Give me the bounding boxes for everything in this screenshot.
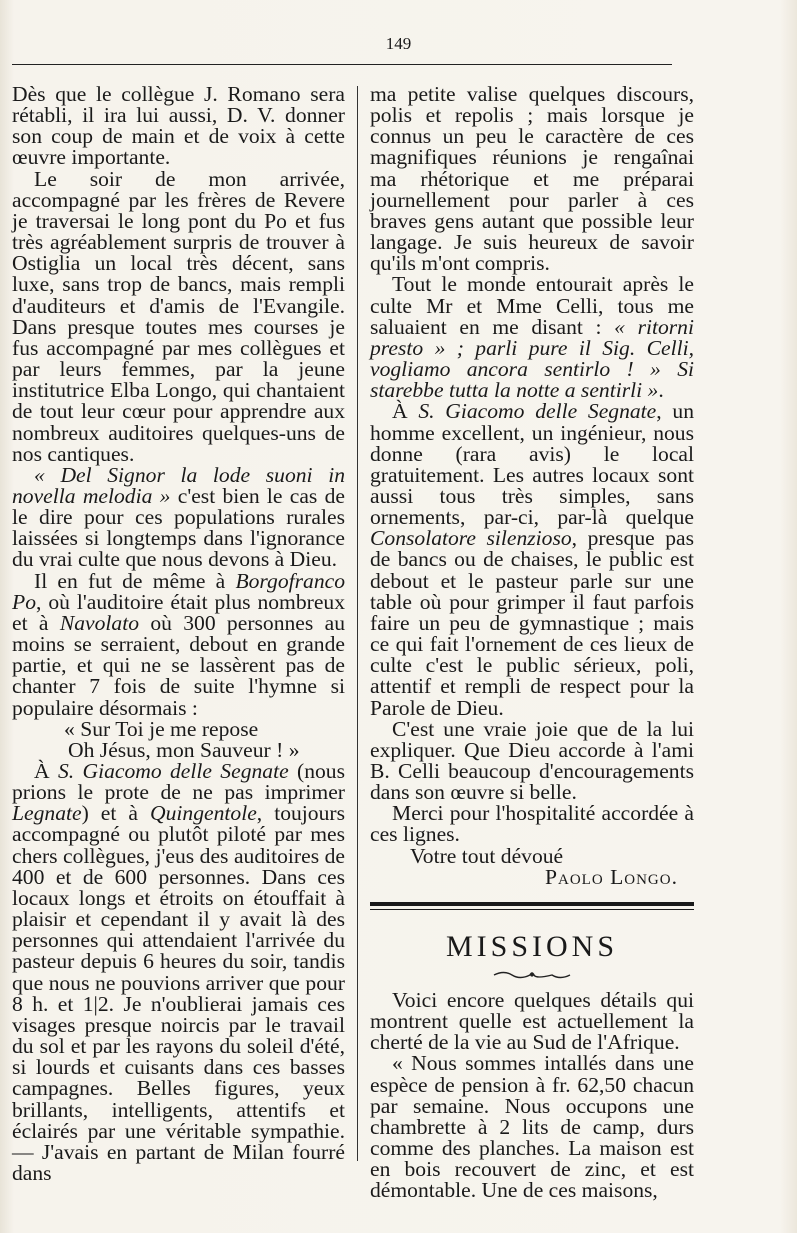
hymn-quote: « Del Signor la lode suoni in novella melodia »	[12, 462, 345, 508]
paragraph: À S. Giacomo delle Segnate (nous prions le prote de ne pas imprimer Legnate) et à Quingentole, toujours accompagné ou plutôt piloté par mes chers collègues, j'eus des auditoires de 400 et de 600 personnes. Dans ces locaux longs et étroits on étouffait à plaisir et cependant il y avait là des personnes qui attendaient l'arrivée du pasteur depuis 6 heures du soir, tandis que nous ne pouvions arriver que pour 8 h. et 1|2. Je n'oublierai jamais ces visages presque noircis par le travail du sol et par les rayons du soleil d'été, si lourds et cuisants dans ces basses campagnes. Belles figures, yeux brillants, intelligents, attentifs et éclairés par une véritable sympathie. — J'avais en partant de Milan fourré dans	[12, 759, 346, 1185]
thin-rule	[370, 909, 694, 910]
hymn-line: « Sur Toi je me repose	[64, 716, 259, 741]
header-rule	[12, 64, 672, 65]
italic-term: Consolatore silenzioso	[370, 526, 572, 551]
paragraph: ma petite valise quelques discours, polis et repolis ; mais lorsque je connus un peu le caractère de ces magnifiques réunions je rengaînai ma rhétorique et me préparai journellement pour parler à ces braves gens autant que possible leur langage. Je suis heureux de savoir qu'ils m'ont compris.	[370, 82, 694, 276]
paragraph: Tout le monde entourait après le culte Mr et Mme Celli, tous me saluaient en me disant : « ritorni presto » ; parli pure il Sig. Celli, vogliamo ancora sentirlo ! » Si starebbe tutta la notte a sentirli ».	[370, 272, 694, 403]
paragraph: Merci pour l'hospitalité accordée à ces lignes.	[370, 801, 694, 847]
section-title: MISSIONS	[445, 929, 619, 963]
page-number: 149	[385, 34, 412, 53]
paragraph: Voici encore quelques détails qui montrent quelle est actuellement la cherté de la vie au Sud de l'Afrique.	[370, 987, 694, 1055]
paragraph: Dès que le collègue J. Romano sera rétabli, il ira lui aussi, D. V. donner son coup de main et de voix à cette œuvre importante.	[12, 82, 345, 170]
right-column	[370, 84, 694, 1202]
closing-line: Votre tout dévoué	[410, 843, 564, 868]
place-name: Borgofranco Po	[12, 568, 345, 614]
place-name: S. Giacomo delle Segnate	[418, 399, 657, 424]
left-column	[12, 84, 345, 1184]
paragraph: Il en fut de même à Borgofranco Po, où l'auditoire était plus nombreux et à Navolato où 300 personnes au moins se serraient, debout en grande partie, et qui ne se lassèrent pas de chanter 7 fois de suite l'hymne si populaire désormais :	[12, 568, 345, 720]
place-name: Quingentole	[150, 801, 257, 826]
flourish-ornament	[370, 964, 694, 978]
section-separator	[370, 902, 694, 910]
paragraph: C'est une vraie joie que de la lui expliquer. Que Dieu accorde à l'ami B. Celli beaucoup d'encouragements dans son œuvre si belle.	[370, 716, 694, 805]
place-name: Legnate	[12, 801, 82, 826]
paragraph: « Nous sommes intallés dans une espèce de pension à fr. 62,50 chacun par semaine. Nous occupons une chambrette à 2 lits de camp, durs comme des planches. La maison est en bois recouvert de zinc, et est démontable. Une de ces maisons,	[370, 1051, 694, 1203]
hymn-line: Oh Jésus, mon Sauveur ! »	[68, 737, 300, 762]
place-name: Navolato	[59, 610, 139, 635]
place-name: S. Giacomo delle Segnate	[57, 759, 289, 783]
column-divider	[357, 86, 358, 1161]
italian-quote: « ritorni presto » ; parli pure il Sig. Celli, vogliamo ancora sentirlo ! » Si starebbe tutta la notte a sentirli »	[370, 314, 694, 403]
paragraph: « Del Signor la lode suoni in novella melodia » c'est bien le cas de le dire pour ces populations rurales laissées si longtemps dans l'ignorance du vrai culte que nous devons à Dieu.	[12, 462, 345, 572]
signature: Paolo Longo.	[545, 864, 678, 889]
paragraph: À S. Giacomo delle Segnate, un homme excellent, un ingénieur, nous donne (rara avis) le local gratuitement. Les autres locaux sont aussi tous très simples, sans ornements, par-ci, par-là quelque Consolatore silenzioso, presque pas de bancs ou de chaises, le public est debout et le pasteur parle sur une table où pour grimper il faut parfois faire un peu de gymnastique ; mais ce qui fait l'ornement de ces lieux de culte c'est le public sérieux, poli, attentif et rempli de respect pour la Parole de Dieu.	[370, 399, 695, 720]
thick-rule	[370, 902, 694, 906]
paragraph: Le soir de mon arrivée, accompagné par les frères de Revere je traversai le long pont du Po et fus très agréablement surpris de trouver à Ostiglia un local très décent, sans luxe, sans trop de bancs, mais rempli d'auditeurs et d'amis de l'Evangile. Dans presque toutes mes courses je fus accompagné par mes collègues et par leurs femmes, par la jeune institutrice Elba Longo, qui chantaient de tout leur cœur pour apprendre aux nombreux auditoires quelques-uns de nos cantiques.	[12, 166, 345, 466]
flourish-icon	[492, 969, 572, 981]
